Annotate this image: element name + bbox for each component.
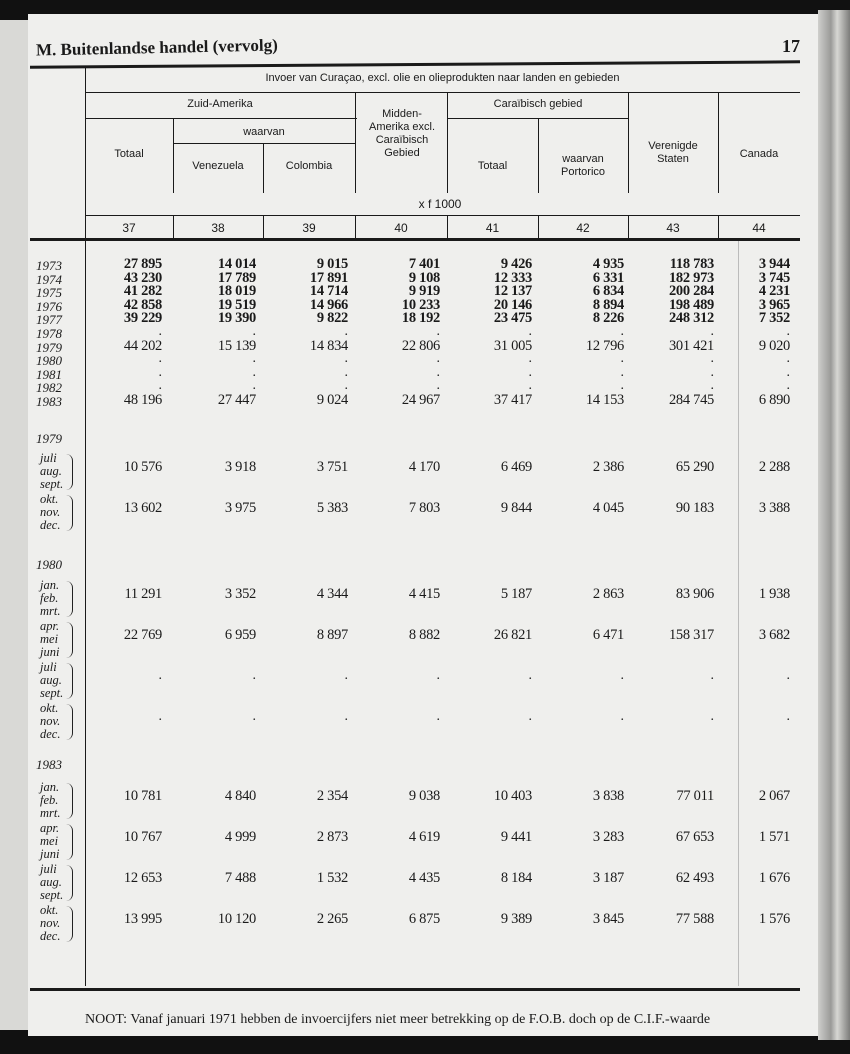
table-cell: 9 024 [316,392,348,408]
table-cell: 41 282 [123,283,162,300]
missing-value-dot: . [344,324,348,339]
table-cell: 9 108 [408,269,440,286]
row-year-label: 1982 [36,380,62,396]
table-cell: 67 653 [675,829,714,845]
table-cell: 7 401 [408,256,440,272]
table-cell: 9 038 [408,788,440,804]
table-cell: 2 873 [316,829,348,845]
table-cell: 19 390 [217,310,256,327]
table-cell: 6 331 [592,269,624,286]
table-cell: 14 834 [309,337,348,354]
table-cell: 12 333 [493,269,532,286]
table-cell: 10 576 [123,459,162,475]
month-label: sept. [40,888,64,902]
missing-value-dot: . [620,709,624,724]
table-cell: 4 415 [408,586,440,602]
table-cell: 2 863 [592,586,624,602]
column-number: 42 [576,221,590,235]
column-number: 37 [122,221,136,235]
table-cell: 284 745 [668,392,714,408]
table-cell: 2 288 [758,459,790,475]
brace-icon [66,454,73,490]
month-label: apr. [40,821,60,835]
table-cell: 118 783 [669,256,714,272]
group-waarvan: waarvan [243,126,285,138]
table-cell: 13 995 [123,911,162,927]
missing-value-dot: . [252,324,256,339]
month-label: dec. [40,518,61,532]
row-year-label: 1975 [36,285,62,301]
table-cell: 6 890 [758,392,790,408]
table-cell: 12 653 [123,870,162,886]
table-cell: 10 120 [217,911,256,927]
table-cell: 182 973 [668,269,714,286]
missing-value-dot: . [528,668,532,683]
missing-value-dot: . [252,668,256,683]
table-cell: 18 019 [217,283,256,300]
table-cell: 6 469 [500,459,532,475]
table-cell: 1 532 [316,870,348,886]
table-cell: 26 821 [493,627,532,643]
table-cell: 9 015 [316,256,348,272]
missing-value-dot: . [786,378,790,394]
page-number: 17 [782,36,800,56]
table-cell: 24 967 [401,392,440,408]
missing-value-dot: . [158,378,162,394]
missing-value-dot: . [344,364,348,380]
month-label: juni [40,847,60,861]
column-number: 40 [394,221,408,235]
table-cell: 8 184 [500,870,532,886]
table-cell: 22 806 [401,337,440,354]
table-cell: 15 139 [217,337,256,354]
missing-value-dot: . [620,378,624,394]
missing-value-dot: . [710,351,714,367]
missing-value-dot: . [710,668,714,683]
table-cell: 4 170 [408,459,440,475]
period-year-label: 1980 [36,557,62,572]
missing-value-dot: . [528,709,532,724]
month-label: juli [40,862,57,876]
table-cell: 48 196 [123,392,162,408]
month-label: aug. [40,464,62,478]
table-cell: 11 291 [124,586,162,602]
brace-icon [66,824,73,860]
missing-value-dot: . [158,351,162,367]
table-cell: 4 840 [224,788,256,804]
missing-value-dot: . [158,324,162,339]
row-year-label: 1976 [36,298,62,314]
adjacent-page-edge [0,20,31,1030]
table-cell: 17 891 [309,269,348,286]
table-cell: 3 187 [592,870,624,886]
table-cell: 1 576 [758,911,790,927]
missing-value-dot: . [344,668,348,683]
table-cell: 9 919 [408,283,440,300]
missing-value-dot: . [786,351,790,367]
month-label: dec. [40,929,61,943]
table-cell: 3 838 [592,788,624,804]
table-cell: 3 965 [758,296,790,313]
table-cell: 6 471 [592,627,624,643]
month-label: jan. [40,780,60,794]
month-label: okt. [40,492,59,506]
table-cell: 4 619 [408,829,440,845]
col-totaal-za: Totaal [114,148,144,160]
missing-value-dot: . [786,709,790,724]
table-cell: 3 745 [758,269,790,286]
table-cell: 22 769 [123,627,162,643]
missing-value-dot: . [436,668,440,683]
table-cell: 9 426 [500,256,532,272]
table-cell: 14 014 [217,256,256,272]
missing-value-dot: . [710,709,714,724]
brace-icon [66,865,73,901]
table-cell: 3 352 [224,586,256,602]
brace-icon [66,783,73,819]
missing-value-dot: . [528,378,532,394]
missing-value-dot: . [710,364,714,380]
month-label: juli [40,660,57,674]
table-cell: 2 067 [758,788,790,804]
missing-value-dot: . [786,324,790,339]
missing-value-dot: . [786,668,790,683]
column-number: 41 [485,221,500,235]
missing-value-dot: . [786,364,790,380]
month-label: aug. [40,673,62,687]
table-cell: 7 488 [224,870,256,886]
column-number: 38 [211,221,225,235]
brace-icon [66,704,73,740]
table-cell: 43 230 [123,269,162,286]
table-cell: 14 966 [309,296,348,313]
table-cell: 42 858 [123,296,162,313]
missing-value-dot: . [528,351,532,367]
table-cell: 20 146 [493,296,532,313]
table-cell: 6 834 [592,283,624,300]
table-cell: 158 317 [668,627,714,643]
table-cell: 27 447 [217,392,256,408]
table-cell: 3 751 [316,459,348,475]
missing-value-dot: . [710,378,714,394]
book-page-stack [818,10,850,1040]
running-title: M. Buitenlandse handel (vervolg) [35,35,278,60]
table-cell: 4 231 [758,283,790,300]
column-number: 43 [666,221,680,235]
table-cell: 248 312 [668,310,714,327]
table-cell: 301 421 [668,337,714,354]
table-cell: 39 229 [123,310,162,327]
table-cell: 2 265 [316,911,348,927]
table-cell: 2 386 [592,459,624,475]
missing-value-dot: . [620,668,624,683]
table-cell: 4 045 [592,500,624,516]
month-label: feb. [40,793,59,807]
month-label: apr. [40,619,60,633]
month-label: nov. [40,714,61,728]
missing-value-dot: . [436,324,440,339]
row-year-label: 1973 [36,258,62,273]
table-cell: 6 875 [408,911,440,927]
table-cell: 4 935 [592,256,624,272]
missing-value-dot: . [252,351,256,367]
table-cell: 1 676 [758,870,790,886]
table-cell: 3 944 [758,256,790,272]
month-label: sept. [40,686,64,700]
row-year-label: 1983 [36,394,62,409]
month-label: nov. [40,916,61,930]
missing-value-dot: . [158,364,162,380]
table-cell: 10 233 [401,296,440,313]
row-year-label: 1977 [36,312,62,328]
missing-value-dot: . [528,364,532,380]
table-cell: 14 714 [309,283,348,300]
col-venezuela: Venezuela [192,160,244,172]
table-cell: 5 383 [316,500,348,516]
month-label: feb. [40,591,59,605]
table-cell: 200 284 [668,283,714,300]
brace-icon [66,622,73,658]
table-cell: 17 789 [217,269,256,286]
table-cell: 9 441 [500,829,532,845]
table-cell: 4 344 [316,586,348,602]
missing-value-dot: . [344,378,348,394]
missing-value-dot: . [436,351,440,367]
table-cell: 77 588 [675,911,714,927]
column-number: 44 [752,221,766,235]
table-cell: 4 999 [224,829,256,845]
table-cell: 3 682 [758,627,790,643]
month-label: juli [40,451,57,465]
table-cell: 9 822 [316,310,348,327]
brace-icon [66,495,73,531]
missing-value-dot: . [252,364,256,380]
unit-label: x f 1000 [418,197,462,211]
table-cell: 198 489 [668,296,714,313]
month-label: mrt. [40,806,61,820]
table-cell: 3 845 [592,911,624,927]
table-cell: 1 571 [758,829,790,845]
col-midden-amerika: Midden-Amerika excl. Caraïbisch Gebied [368,108,436,159]
table-cell: 7 803 [408,500,440,516]
missing-value-dot: . [158,709,162,724]
table-cell: 12 796 [585,337,624,354]
table-cell: 31 005 [493,337,532,354]
month-label: okt. [40,903,59,917]
missing-value-dot: . [436,364,440,380]
month-label: okt. [40,701,59,715]
month-label: sept. [40,477,64,491]
missing-value-dot: . [620,351,624,367]
month-label: dec. [40,727,61,741]
table-cell: 83 906 [675,586,714,602]
table-cell: 44 202 [123,337,162,354]
table-cell: 10 767 [123,829,162,845]
row-year-label: 1981 [36,366,62,382]
month-label: mrt. [40,604,61,618]
missing-value-dot: . [252,709,256,724]
missing-value-dot: . [344,709,348,724]
missing-value-dot: . [620,364,624,380]
table-cell: 7 352 [758,310,790,327]
table-cell: 6 959 [224,627,256,643]
month-label: aug. [40,875,62,889]
table-cell: 90 183 [675,500,714,516]
table-cell: 23 475 [493,310,532,327]
table-cell: 10 403 [493,788,532,804]
footnote: NOOT: Vanaf januari 1971 hebben de invoercijfers niet meer betrekking op de F.O.B. doch op de C.I.F.-waarde [85,1012,711,1027]
row-year-label: 1979 [36,339,62,355]
table-cell: 18 192 [401,310,440,327]
missing-value-dot: . [344,351,348,367]
table-cell: 13 602 [123,500,162,516]
brace-icon [66,906,73,942]
col-portorico: waarvan Portorico [560,153,606,178]
period-year-label: 1979 [36,431,62,446]
table-cell: 3 283 [592,829,624,845]
table-cell: 3 918 [224,459,256,475]
brace-icon [66,581,73,617]
month-label: mei [40,834,59,848]
table-cell: 10 781 [123,788,162,804]
table-cell: 8 894 [592,296,624,313]
table-cell: 8 882 [408,627,440,643]
table-cell: 14 153 [585,392,624,408]
table-cell: 37 417 [493,392,532,408]
col-verenigde-staten: Verenigde Staten [648,140,698,165]
table-cell: 65 290 [675,459,714,475]
period-year-label: 1983 [36,757,62,772]
month-label: mei [40,632,59,646]
column-number: 39 [302,221,316,235]
month-label: jan. [40,578,60,592]
brace-icon [66,663,73,699]
row-year-label: 1978 [36,326,62,341]
month-label: nov. [40,505,61,519]
table-cell: 27 895 [123,256,162,272]
table-cell: 9 844 [500,500,532,516]
row-year-label: 1980 [36,353,62,369]
missing-value-dot: . [528,324,532,339]
missing-value-dot: . [252,378,256,394]
table-cell: 8 897 [316,627,348,643]
table-cell: 19 519 [217,296,256,313]
table-cell: 3 975 [224,500,256,516]
col-canada: Canada [739,148,779,160]
missing-value-dot: . [710,324,714,339]
table-cell: 8 226 [592,310,624,327]
table-cell: 12 137 [493,283,532,300]
table-cell: 62 493 [675,870,714,886]
table-caption: Invoer van Curaçao, excl. olie en olieprodukten naar landen en gebieden [265,72,620,84]
row-year-label: 1974 [36,271,62,287]
table-cell: 4 435 [408,870,440,886]
missing-value-dot: . [436,378,440,394]
table-cell: 9 389 [500,911,532,927]
group-caraibisch: Caraïbisch gebied [493,98,583,110]
table-cell: 77 011 [676,788,714,804]
group-zuid-amerika: Zuid-Amerika [187,98,253,110]
col-colombia: Colombia [285,160,333,172]
missing-value-dot: . [436,709,440,724]
table-cell: 5 187 [500,586,532,602]
table-cell: 2 354 [316,788,348,804]
table-cell: 1 938 [758,586,790,602]
col-totaal-cg: Totaal [477,160,508,172]
table-cell: 3 388 [758,500,790,516]
missing-value-dot: . [620,324,624,339]
missing-value-dot: . [158,668,162,683]
table-cell: 9 020 [758,337,790,354]
month-label: juni [40,645,60,659]
